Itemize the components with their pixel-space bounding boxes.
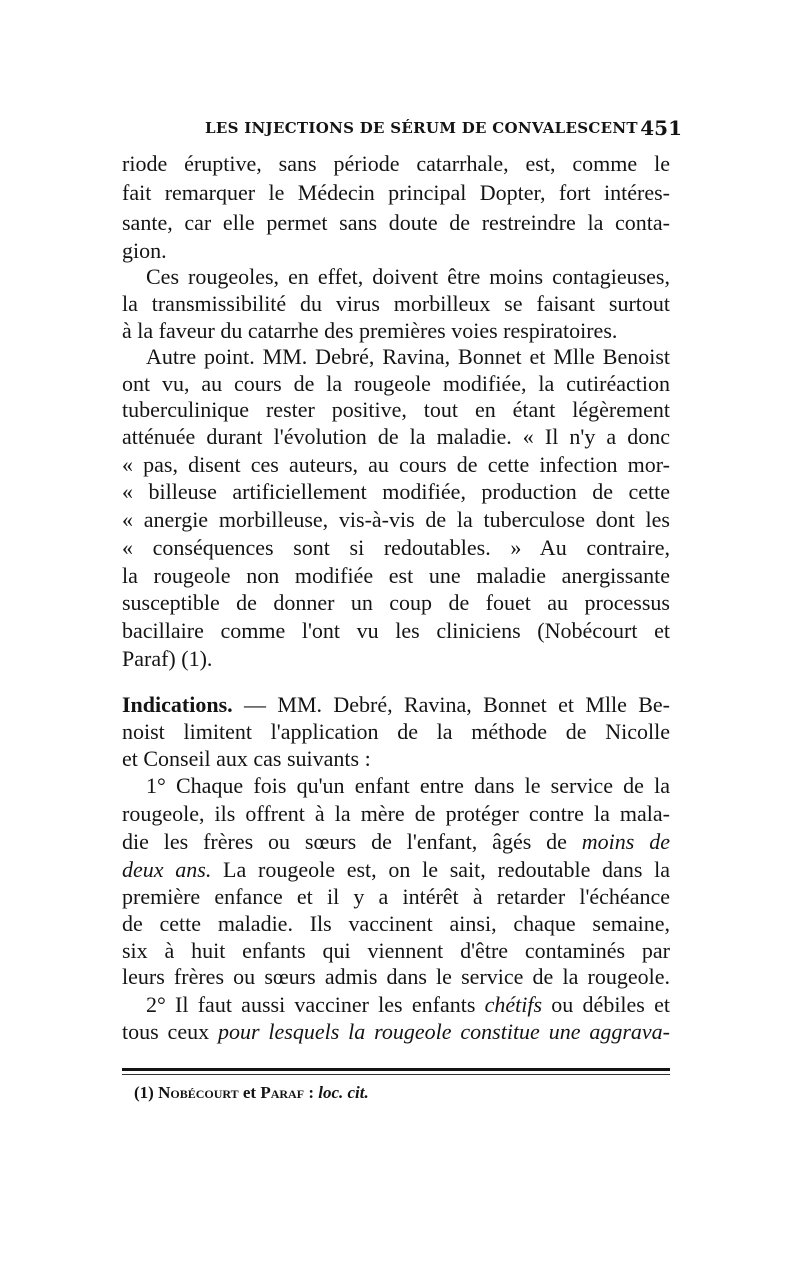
footnote-marker: (1): [134, 1083, 159, 1102]
running-title: LES INJECTIONS DE SÉRUM DE CONVALESCENT: [205, 119, 638, 137]
text-line: bacillaire comme l'ont vu les cliniciens (Nobécourt et: [122, 618, 670, 643]
text-line: tuberculinique rester positive, tout en étant légèrement: [122, 397, 670, 422]
text-run: 2° Il faut aussi vacciner les enfants: [146, 992, 485, 1017]
footnote-conjunction: et: [238, 1083, 261, 1102]
text-line: noist limitent l'application de la méthode de Nicolle: [122, 719, 670, 744]
italic-run: pour lesquels la rougeole constitue une aggrava-: [217, 1019, 670, 1044]
section-heading: Indications.: [122, 692, 233, 717]
footnote-author: Nobécourt: [158, 1083, 239, 1102]
italic-run: moins de: [581, 829, 671, 854]
text-line: susceptible de donner un coup de fouet au processus: [122, 590, 670, 615]
text-line: de cette maladie. Ils vaccinent ainsi, chaque semaine,: [122, 911, 670, 936]
page-header: [120, 116, 682, 140]
text-run: ou débiles et: [542, 992, 670, 1017]
text-line: Ces rougeoles, en effet, doivent être moins contagieuses,: [146, 264, 670, 289]
footnote-author: Paraf: [260, 1083, 305, 1102]
text-line: et Conseil aux cas suivants :: [122, 746, 371, 771]
text-line: « conséquences sont si redoutables. » Au contraire,: [122, 535, 670, 560]
footnote-rule-thin: [122, 1074, 670, 1075]
text-line: rougeole, ils offrent à la mère de protéger contre la mala-: [122, 801, 670, 826]
text-line: six à huit enfants qui viennent d'être contaminés par: [122, 938, 670, 963]
text-line: première enfance et il y a intérêt à retarder l'échéance: [122, 884, 670, 909]
footnote-citation: loc. cit.: [318, 1083, 369, 1102]
text-line: leurs frères ou sœurs admis dans le service de la rougeole.: [122, 964, 670, 989]
text-line: la rougeole non modifiée est une maladie anergissante: [122, 563, 670, 588]
text-line: 1° Chaque fois qu'un enfant entre dans le service de la: [146, 773, 670, 798]
page-number: 451: [640, 116, 682, 140]
italic-run: chétifs: [484, 992, 543, 1017]
text-line: Autre point. MM. Debré, Ravina, Bonnet et Mlle Benoist: [146, 344, 670, 369]
footnote-rule: [122, 1068, 670, 1071]
text-run: La rougeole est, on le sait, redoutable dans la: [211, 857, 670, 882]
text-line: [122, 1019, 670, 1045]
text-line: riode éruptive, sans période catarrhale, est, comme le: [122, 151, 670, 176]
text-line: sante, car elle permet sans doute de restreindre la conta-: [122, 210, 670, 235]
text-line: Paraf) (1).: [122, 646, 213, 671]
text-line: « pas, disent ces auteurs, au cours de cette infection mor-: [122, 452, 670, 477]
text-line-heading: [122, 692, 670, 718]
text-line: [122, 857, 670, 883]
text-line: « billeuse artificiellement modifiée, production de cette: [122, 479, 670, 504]
footnote: [134, 1083, 654, 1103]
text-line: à la faveur du catarrhe des premières voies respiratoires.: [122, 318, 618, 343]
text-run: tous ceux: [122, 1019, 218, 1044]
text-line: atténuée durant l'évolution de la maladie. « Il n'y a donc: [122, 424, 670, 449]
text-run: die les frères ou sœurs de l'enfant, âgés de: [122, 829, 582, 854]
text-line: [146, 992, 670, 1018]
heading-continuation: — MM. Debré, Ravina, Bonnet et Mlle Be-: [244, 692, 670, 717]
text-line: ont vu, au cours de la rougeole modifiée, la cutiréaction: [122, 371, 670, 396]
text-line: « anergie morbilleuse, vis-à-vis de la tuberculose dont les: [122, 507, 670, 532]
text-line: gion.: [122, 238, 167, 263]
text-line: fait remarquer le Médecin principal Dopter, fort intéres-: [122, 180, 670, 205]
text-line: [122, 829, 670, 855]
text-line: la transmissibilité du virus morbilleux se faisant surtout: [122, 291, 670, 316]
italic-run: deux ans.: [122, 857, 212, 882]
footnote-separator: :: [304, 1083, 319, 1102]
